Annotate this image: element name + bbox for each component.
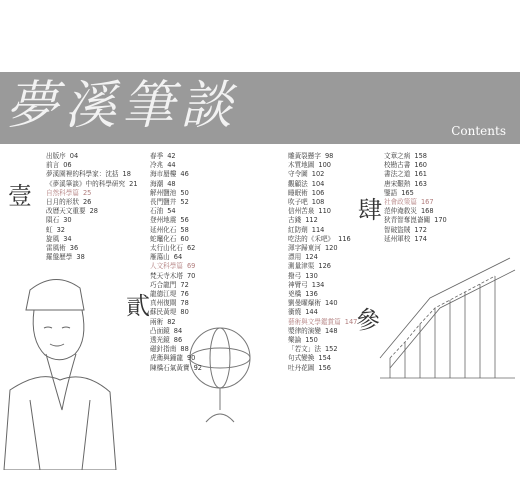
toc-entry[interactable]: 木質地圖 100 [288,161,331,170]
toc-entry[interactable]: 書法之道 161 [384,170,427,179]
toc-entry[interactable]: 石油 54 [150,207,176,216]
toc-entry[interactable]: 出版序 04 [46,152,79,160]
chapter-mark-1: 壹 [8,182,32,210]
toc-entry[interactable]: 測量津渠 126 [288,262,331,271]
bridge-structure-sketch [370,238,520,388]
chapter-mark-2: 貳 [126,292,150,320]
toc-entry[interactable]: 劉曼曜爆術 140 [288,299,338,308]
toc-entry[interactable]: 虹 32 [46,225,65,234]
toc-column-3 [288,152,357,373]
toc-entry[interactable]: 凸面鏡 84 [150,326,183,335]
toc-entry[interactable]: 唐宋艱熱 163 [384,179,427,188]
toc-entry[interactable]: 雁蕩山 64 [150,253,183,262]
toc-entry[interactable]: 蘇民黃堤 80 [150,308,189,317]
toc-entry[interactable]: 前言 06 [46,161,72,170]
toc-column-2 [150,152,202,373]
toc-section-heading[interactable]: 社會政策篇 167 [384,198,434,207]
toc-entry[interactable]: 鑒語 165 [384,188,414,197]
toc-entry[interactable]: 日月的形狀 26 [46,198,92,207]
toc-entry[interactable]: 長門鹽井 52 [150,198,189,207]
toc-entry[interactable]: 冷兆 44 [150,161,176,170]
toc-column-1 [46,152,138,262]
toc-entry[interactable]: 吃法的《禾吧》 116 [288,234,351,243]
toc-entry[interactable]: 羅盤歷學 38 [46,253,85,262]
toc-entry[interactable]: 蛇竈化石 60 [150,234,189,243]
toc-entry[interactable]: 兇橋 136 [288,290,318,299]
toc-entry[interactable]: 兩術 82 [150,317,176,326]
toc-entry[interactable]: 神臂弓 134 [288,280,325,289]
toc-entry[interactable]: 觀顧法 104 [288,179,325,188]
toc-entry[interactable]: 海市蜃樓 46 [150,170,189,179]
toc-entry[interactable]: 虎衛與鐘龍 90 [150,354,196,363]
toc-section-heading[interactable]: 自然科學篇 25 [46,188,92,197]
toc-entry[interactable]: 雕黃裂懸字 98 [288,152,334,160]
toc-entry[interactable]: 陳橋石氣黃寶 92 [150,363,202,372]
toc-entry[interactable]: 旋風 34 [46,234,72,243]
chapter-mark-4: 肆 [358,196,382,224]
toc-entry[interactable]: 登州地震 56 [150,216,189,225]
toc-entry[interactable]: 吐丹花圖 156 [288,363,331,372]
toc-entry[interactable]: 隕石 30 [46,216,72,225]
toc-entry[interactable]: 睡眠術 106 [288,188,325,197]
chapter-mark-3: 參 [356,306,380,334]
toc-entry[interactable]: 延州軍校 174 [384,234,427,243]
toc-entry[interactable]: 紅防劑 114 [288,225,325,234]
toc-entry[interactable]: 句式變換 154 [288,354,331,363]
toc-column-4 [384,152,447,244]
toc-entry[interactable]: 智破盜賊 172 [384,225,427,234]
toc-entry[interactable]: 古錢 112 [288,216,318,225]
toc-entry[interactable]: 改曆天文重要 28 [46,207,98,216]
toc-entry[interactable]: 「若文」法 152 [288,345,338,354]
toc-entry[interactable]: 真州復閘 78 [150,299,189,308]
toc-entry[interactable]: 撥弓 130 [288,271,318,280]
scholar-portrait-sketch [0,270,120,470]
contents-label: Contents [451,124,506,138]
toc-entry[interactable]: 漂用 124 [288,253,318,262]
toc-section-heading[interactable]: 人文科學篇 69 [150,262,196,271]
toc-entry[interactable]: 春季 42 [150,152,176,160]
toc-entry[interactable]: 守令圖 102 [288,170,325,179]
toc-entry[interactable]: 夢溪園裡的科學家：沈括 18 [46,170,131,179]
toc-entry[interactable]: 巧合龍門 72 [150,280,189,289]
toc-entry[interactable]: 龍德江堤 76 [150,290,189,299]
toc-entry[interactable]: 狄青智奪崑崙關 170 [384,216,447,225]
toc-entry[interactable]: 吹子吧 108 [288,198,325,207]
toc-entry[interactable]: 海潮 48 [150,179,176,188]
toc-entry[interactable]: 衝燒 144 [288,308,318,317]
toc-entry[interactable]: 范仲淹救災 168 [384,207,434,216]
toc-entry[interactable]: 太行山化石 62 [150,244,196,253]
toc-entry[interactable]: 校勘古書 160 [384,161,427,170]
toc-entry[interactable]: 透光鏡 86 [150,336,183,345]
toc-entry[interactable]: 雷風術 36 [46,244,79,253]
toc-entry[interactable]: 《夢溪筆談》中的科學研究 21 [46,179,138,188]
toc-entry[interactable]: 延州化石 58 [150,225,189,234]
toc-entry[interactable]: 信州苦泉 110 [288,207,331,216]
toc-entry[interactable]: 漿律的演變 148 [288,326,338,335]
toc-entry[interactable]: 解州鹽池 50 [150,188,189,197]
toc-section-heading[interactable]: 藝術與文學鑑賞篇 147 [288,317,358,326]
toc-entry[interactable]: 渾字歸東河 120 [288,244,338,253]
toc-entry[interactable]: 磁針指南 88 [150,345,189,354]
toc-entry[interactable]: 梵天寺木塔 70 [150,271,196,280]
toc-entry[interactable]: 樂論 150 [288,336,318,345]
toc-entry[interactable]: 文章之病 158 [384,152,427,160]
book-title: 夢溪筆談 [6,76,239,136]
